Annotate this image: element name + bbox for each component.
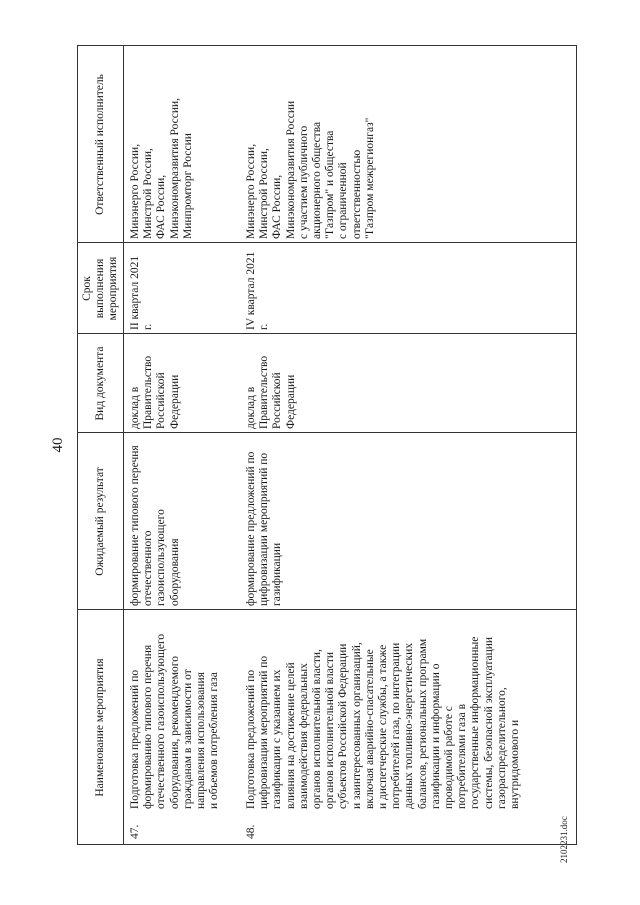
row-number: 48. [245, 824, 257, 839]
row-result: формирование типового перечня отечественного газоиспользующего оборудования [129, 445, 181, 606]
row-deadline: IV квартал 2021 г. [245, 251, 271, 330]
header-deadline: Срок выполнения мероприятия [80, 256, 119, 321]
header-doc-type: Вид документа [93, 346, 106, 421]
measures-table [77, 45, 577, 845]
table-left-border [77, 844, 577, 845]
row-doc-type: доклад в Правительство Российской Федерации [129, 355, 181, 429]
document-id: 2102231.doc [559, 816, 569, 863]
row-name: Подготовка предложений по формированию типового перечня отечественного газоиспользующего оборудования, рекомендуемого гражданам в зависимости от направления использования и объемов потребления газа [129, 633, 221, 809]
header-name: Наименование мероприятия [93, 658, 106, 797]
row-deadline: II квартал 2021 г. [129, 255, 155, 330]
page-number: 40 [50, 437, 66, 453]
row-executor: Минэнерго России, Минстрой России, ФАС России, Минэкономразвития России с участием публичного акционерного общества "Газпром" и общества с ограниченной ответственностью "Газпром межрегионгаз" [245, 100, 376, 239]
row-result: формирование предложений по цифровизации мероприятий по газификации [245, 451, 284, 606]
header-result: Ожидаемый результат [93, 467, 106, 576]
table-bottom-border [576, 45, 577, 845]
row-executor: Минэнерго России, Минстрой России, ФАС России, Минэкономразвития России, Минпромторг России [129, 97, 194, 239]
row-number: 47. [129, 824, 141, 839]
header-executor: Ответственный исполнитель [93, 74, 106, 215]
rotated-page-content [47, 45, 587, 863]
row-name: Подготовка предложений по цифровизации мероприятий по газификации с указанием их влияния на достижение целей взаимодействия федеральных органов исполнительной власти, органов исполнительной власти субъектов Российской Федерации и заинтересованных организаций, включая аварийно-спасательные и диспетчерские службы, а также потребителей газа, по интеграции данных топливно-энергетических балансов, региональных программ газификации и информации о проводимой работе с потребителями газа в государственные информационные системы, безопасной эксплуатации газораспределительного, внутридомового и [245, 636, 522, 809]
row-doc-type: доклад в Правительство Российской Федерации [245, 355, 297, 429]
